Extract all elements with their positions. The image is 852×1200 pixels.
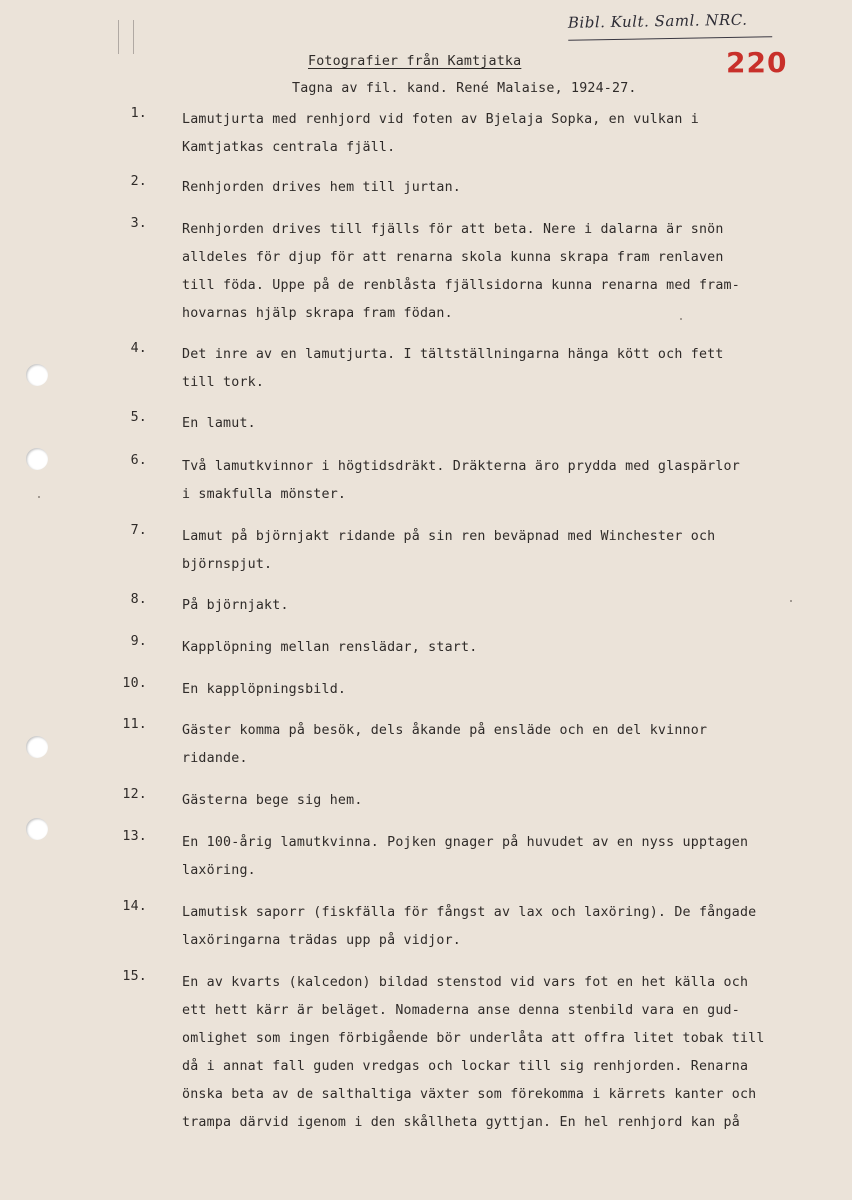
item-text xyxy=(182,523,782,579)
archive-number: 220 xyxy=(726,46,788,79)
text-line: Två lamutkvinnor i högtidsdräkt. Dräkterna äro prydda med glaspärlor xyxy=(182,459,740,474)
item-number: 3. xyxy=(130,216,147,231)
text-line: Lamut på björnjakt ridande på sin ren beväpnad med Winchester och xyxy=(182,529,716,544)
text-line: då i annat fall guden vredgas och lockar till sig renhjorden. Renarna xyxy=(182,1059,749,1074)
item-number: 13. xyxy=(122,829,147,844)
document-subtitle: Tagna av fil. kand. René Malaise, 1924-27. xyxy=(292,81,637,96)
item-number: 4. xyxy=(130,341,147,356)
item-text xyxy=(182,787,782,815)
text-line: En 100-årig lamutkvinna. Pojken gnager på huvudet av en nyss upptagen xyxy=(182,835,749,850)
item-text xyxy=(182,634,782,662)
text-line: i smakfulla mönster. xyxy=(182,487,347,502)
text-line: omlighet som ingen förbigående bör underlåta att offra litet tobak till xyxy=(182,1031,765,1046)
item-number: 14. xyxy=(122,899,147,914)
item-text xyxy=(182,106,782,162)
text-line: Det inre av en lamutjurta. I tältställningarna hänga kött och fett xyxy=(182,347,724,362)
item-number: 8. xyxy=(130,592,147,607)
item-text xyxy=(182,174,782,202)
paper-speck xyxy=(790,600,792,602)
item-text xyxy=(182,899,782,955)
item-number: 11. xyxy=(122,717,147,732)
text-line: ett hett kärr är beläget. Nomaderna anse denna stenbild vara en gud- xyxy=(182,1003,740,1018)
item-number: 7. xyxy=(130,523,147,538)
text-line: till föda. Uppe på de renblåsta fjällsidorna kunna renarna med fram- xyxy=(182,278,740,293)
paper-speck xyxy=(38,496,40,498)
punch-hole xyxy=(26,364,48,386)
text-line: Lamutisk saporr (fiskfälla för fångst av lax och laxöring). De fångade xyxy=(182,905,757,920)
text-line: laxöringarna trädas upp på vidjor. xyxy=(182,933,461,948)
punch-hole xyxy=(26,736,48,758)
text-line: Gäster komma på besök, dels åkande på ensläde och en del kvinnor xyxy=(182,723,708,738)
item-text xyxy=(182,717,782,773)
item-text xyxy=(182,969,782,1137)
item-text xyxy=(182,410,782,438)
text-line: hovarnas hjälp skrapa fram födan. xyxy=(182,306,453,321)
item-number: 10. xyxy=(122,676,147,691)
text-line: Lamutjurta med renhjord vid foten av Bjelaja Sopka, en vulkan i xyxy=(182,112,699,127)
text-line: På björnjakt. xyxy=(182,598,289,613)
item-text xyxy=(182,829,782,885)
text-line: En av kvarts (kalcedon) bildad stenstod vid vars fot en het källa och xyxy=(182,975,749,990)
text-line: Kapplöpning mellan renslädar, start. xyxy=(182,640,478,655)
punch-hole xyxy=(26,818,48,840)
text-line: Kamtjatkas centrala fjäll. xyxy=(182,140,396,155)
item-number: 1. xyxy=(130,106,147,121)
text-line: laxöring. xyxy=(182,863,256,878)
item-number: 15. xyxy=(122,969,147,984)
text-line: trampa därvid igenom i den skållheta gyttjan. En hel renhjord kan på xyxy=(182,1115,740,1130)
punch-hole xyxy=(26,448,48,470)
text-line: ridande. xyxy=(182,751,248,766)
item-text xyxy=(182,341,782,397)
text-line: En lamut. xyxy=(182,416,256,431)
document-title: Fotografier från Kamtjatka xyxy=(308,54,522,69)
text-line: Gästerna bege sig hem. xyxy=(182,793,363,808)
item-number: 9. xyxy=(130,634,147,649)
text-line: Renhjorden drives hem till jurtan. xyxy=(182,180,461,195)
item-number: 6. xyxy=(130,453,147,468)
pencil-tick-mark xyxy=(118,20,134,54)
text-line: önska beta av de salthaltiga växter som förekomma i kärrets kanter och xyxy=(182,1087,757,1102)
text-line: björnspjut. xyxy=(182,557,273,572)
handwritten-note: Bibl. Kult. Saml. NRC. xyxy=(568,10,772,41)
item-number: 2. xyxy=(130,174,147,189)
item-text xyxy=(182,216,782,328)
item-text xyxy=(182,453,782,509)
text-line: alldeles för djup för att renarna skola kunna skrapa fram renlaven xyxy=(182,250,724,265)
item-text xyxy=(182,592,782,620)
text-line: En kapplöpningsbild. xyxy=(182,682,347,697)
text-line: till tork. xyxy=(182,375,265,390)
text-line: Renhjorden drives till fjälls för att beta. Nere i dalarna är snön xyxy=(182,222,724,237)
item-number: 12. xyxy=(122,787,147,802)
item-text xyxy=(182,676,782,704)
item-number: 5. xyxy=(130,410,147,425)
